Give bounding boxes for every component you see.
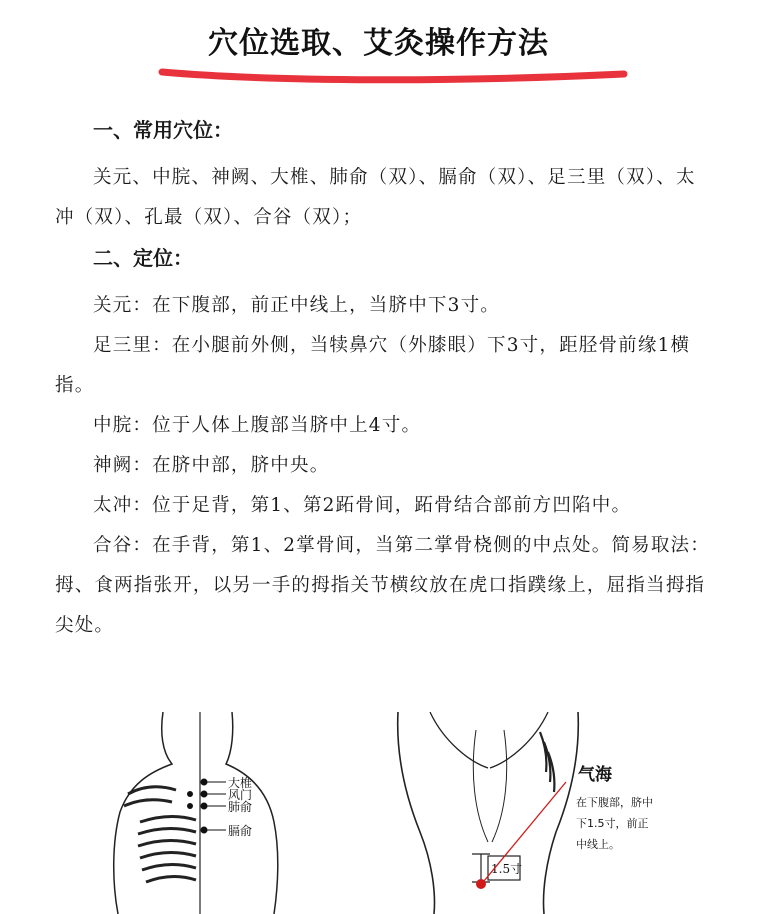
section-heading-location: 二、定位： <box>93 246 193 270</box>
back-label-lines <box>207 782 226 830</box>
page-title: 穴位选取、艾灸操作方法 <box>208 26 549 61</box>
section-heading-common: 一、常用穴位： <box>93 118 233 142</box>
location-hegu: 合谷：在手背，第1、2掌骨间，当第二掌骨桡侧的中点处。简易取法：拇、食两指张开，以另一手的拇指关节横纹放在虎口指蹼缘上，屈指当拇指尖处。 <box>55 535 710 636</box>
qihai-desc-line-2: 下1.5寸，前正 <box>576 817 649 830</box>
qihai-desc-line-3: 中线上。 <box>576 838 620 851</box>
back-label-fengmen: 风门 <box>228 788 253 802</box>
rib-lines <box>430 712 548 768</box>
back-label-feishu: 肺俞 <box>228 800 253 814</box>
back-label-dazhui: 大椎 <box>228 776 253 790</box>
location-zusanli: 足三里：在小腿前外侧，当犊鼻穴（外膝眼）下3寸，距胫骨前缘1横指。 <box>55 335 691 396</box>
back-head-outline <box>114 712 172 914</box>
abdomen-right-outline <box>544 712 579 914</box>
qihai-name: 气海 <box>578 765 612 785</box>
location-guanyuan: 关元：在下腹部，前正中线上，当脐中下3寸。 <box>93 295 500 316</box>
abdomen-figure <box>398 712 579 914</box>
abdomen-left-outline <box>398 712 435 914</box>
back-label-geshu: 膈俞 <box>228 824 253 838</box>
abdomen-contour <box>473 730 506 842</box>
location-taichong: 太冲：位于足背，第1、第2跖骨间，跖骨结合部前方凹陷中。 <box>93 495 632 516</box>
location-shenque: 神阙：在脐中部，脐中央。 <box>93 455 330 476</box>
back-points <box>187 779 208 834</box>
acupoint-figures <box>0 712 757 914</box>
title-underline-stroke <box>158 62 628 86</box>
side-shading <box>540 732 554 792</box>
location-zhongwan: 中脘：位于人体上腹部当脐中上4寸。 <box>93 415 422 436</box>
back-figure <box>114 712 278 914</box>
measure-label: 1.5寸 <box>491 862 523 876</box>
ribs-shading <box>138 816 196 882</box>
document-body <box>55 116 715 646</box>
common-points-text: 关元、中脘、神阙、大椎、肺俞（双）、膈俞（双）、足三里（双）、太冲（双）、孔最（双）、合谷（双）； <box>55 167 696 228</box>
qihai-desc-line-1: 在下腹部，脐中 <box>576 796 653 809</box>
